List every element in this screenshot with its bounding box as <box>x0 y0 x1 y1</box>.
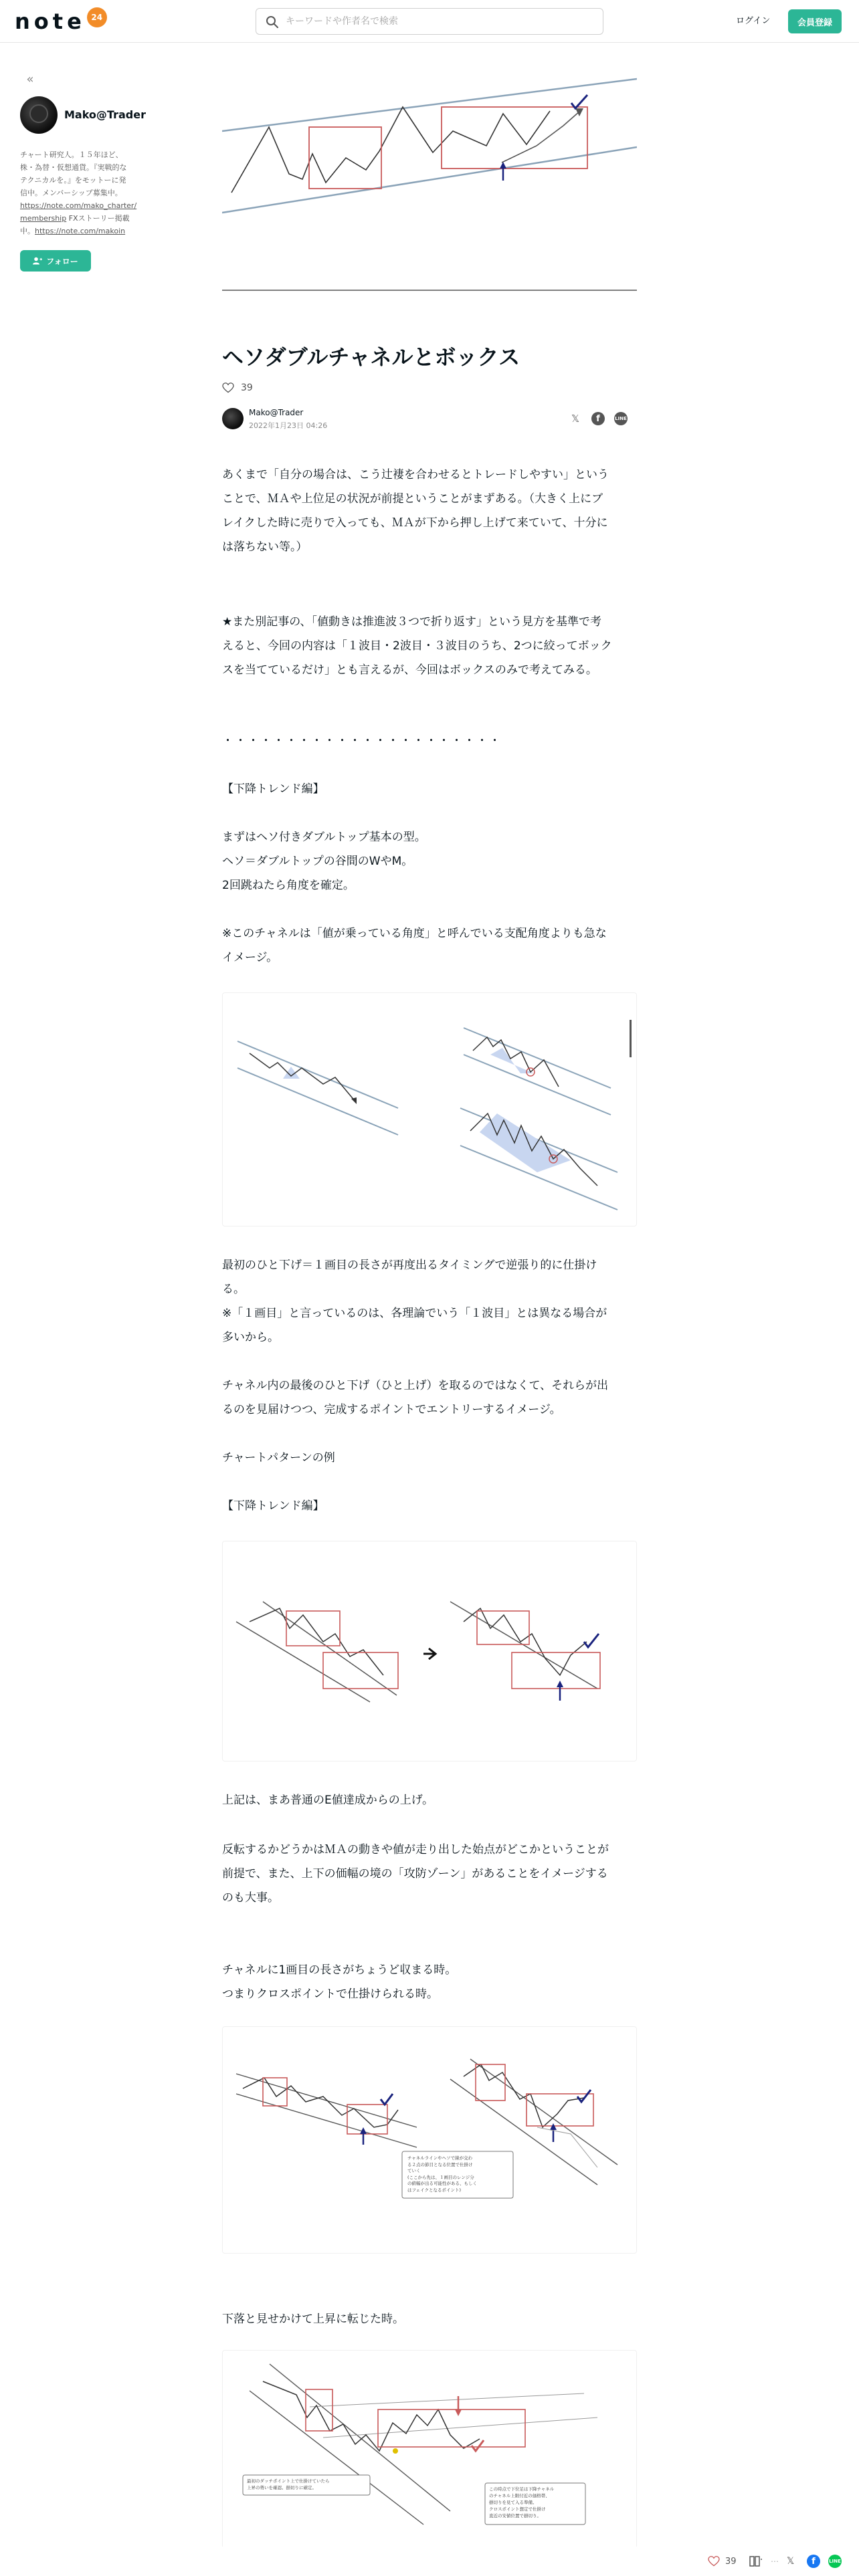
author-name[interactable]: Mako@Trader <box>249 408 304 417</box>
paragraph-5: 最初のひと下げ＝１画目の長さが再度出るタイミングで逆張り的に仕掛け る。 ※「１画目」と言っているのは、各理論でいう「１波目」とは異なる場合が 多いから。 <box>222 1259 607 1344</box>
paragraph-6: チャネル内の最後のひと下げ（ひと上げ）を取るのではなくて、それらが出 るのを見届けつつ、完成するポイントでエントリーするイメージ。 <box>222 1379 609 1416</box>
paragraph-4: ※このチャネルは「値が乗っている角度」と呼んでいる支配角度よりも急な イメージ。 <box>222 927 607 964</box>
paragraph-2: ★また別記事の、「値動きは推進波３つで折り返す」という見方を基準で考 えると、今回の内容は「１波目・2波目・３波目のうち、2つに絞ってボック スを当てているだけ」とも言えるが、今回はボックスのみで考えてみる。 <box>222 615 612 677</box>
heart-icon[interactable] <box>222 383 234 393</box>
publish-date: 2022年1月23日 04:26 <box>249 421 328 430</box>
share-facebook-icon[interactable]: f <box>591 412 605 425</box>
paragraph-8: 上記は、まあ普通のE値達成からの上げ。 <box>222 1794 434 1807</box>
author-avatar[interactable] <box>20 96 58 134</box>
bio-makoin-link[interactable]: https://note.com/makoin <box>35 227 126 235</box>
dot-divider: ・・・・・・・・・・・・・・・・・・・・・・ <box>222 734 502 748</box>
collapse-sidebar-icon[interactable]: « <box>26 72 34 86</box>
section-heading-1: 【下降トレンド編】 <box>222 782 324 796</box>
paragraph-9: 反転するかどうかはＭＡの動きや値が走り出した始点がどこかということが 前提で、また、上下の価幅の境の「攻防ゾーン」があることをイメージする のも大事。 <box>222 1843 609 1905</box>
share-line-icon[interactable]: LINE <box>614 412 628 425</box>
add-user-icon <box>33 257 42 265</box>
like-count: 39 <box>241 383 253 393</box>
hero-chart-image <box>222 72 637 293</box>
bottom-like[interactable] <box>708 2555 737 2568</box>
login-button[interactable]: ログイン <box>729 11 777 32</box>
chart-3-annotation: チャネルラインやヘソで線が交わ る２点の節目となる位置で仕掛け ていく (ここから先は、１画目のレンジ分 の値幅が出る可能性がある、もしく はフェイクとなるポイント) <box>407 2155 477 2193</box>
chart-image-3 <box>222 2026 637 2254</box>
note-logo[interactable] <box>15 8 107 35</box>
author-bio: チャート研究人。１５年ほど、 株・為替・仮想通貨。『実戦的な テクニカルを。』をモットーに発 信中。メンバーシップ募集中。 https://note.com/mako_charter/ membership FXストーリー掲載 中。https://note.com/makoin <box>20 150 137 235</box>
follow-label: フォロー <box>46 256 78 266</box>
author-avatar-small[interactable] <box>222 408 244 429</box>
sidebar-author-name[interactable]: Mako@Trader <box>64 108 146 121</box>
share-x-icon[interactable]: 𝕏 <box>571 413 580 425</box>
chart-image-4 <box>222 2350 637 2559</box>
chart-image-2 <box>222 1541 637 1761</box>
likes-row <box>222 380 253 396</box>
search-icon <box>266 15 279 29</box>
signup-button[interactable]: 会員登録 <box>788 9 842 33</box>
chart-4-annotation-right: この時点で下位足は下降チャネル のチャネル上限付近の価格帯、 損切りを見て入る準備。 クロスポイント想定で仕掛け 直近の安値位置で損切り。 <box>489 2486 555 2518</box>
paragraph-7: チャートパターンの例 <box>222 1451 335 1465</box>
article-title: ヘソダブルチャネルとボックス <box>222 344 520 370</box>
paragraph-11: 下落と見せかけて上昇に転じた時。 <box>222 2313 404 2326</box>
follow-button[interactable] <box>20 250 91 272</box>
bottom-like-count: 39 <box>725 2556 737 2567</box>
bio-membership-link-cont[interactable]: membership <box>20 214 67 223</box>
chart-4-annotation-left: 最初のダッチポイント上で仕掛けていたら 上昇の勢いを確認。損切りに確定。 <box>247 2478 330 2490</box>
logo-anniversary-badge: 24 <box>87 7 107 27</box>
bottom-share-facebook-icon[interactable]: f <box>807 2555 820 2568</box>
paragraph-10: チャネルに1画目の長さがちょうど収まる時。 つまりクロスポイントで仕掛けられる時。 <box>222 1963 457 2001</box>
section-heading-2: 【下降トレンド編】 <box>222 1499 324 1513</box>
site-header <box>0 0 859 43</box>
bottom-action-bar <box>0 2547 859 2576</box>
heart-icon[interactable] <box>708 2556 720 2567</box>
chart-image-1 <box>222 992 637 1226</box>
more-icon[interactable]: ⋯ <box>771 2557 779 2566</box>
search-box[interactable] <box>256 8 603 35</box>
logo-text: note <box>15 9 86 34</box>
paragraph-3: まずはヘソ付きダブルトップ基本の型。 ヘソ＝ダブルトップの谷間のWやM。 2回跳ねたら角度を確定。 <box>222 831 426 892</box>
bio-membership-link[interactable]: https://note.com/mako_charter/ <box>20 201 137 210</box>
bottom-share-line-icon[interactable]: LINE <box>828 2555 842 2568</box>
magazine-icon[interactable] <box>749 2555 763 2568</box>
bottom-share-x-icon[interactable]: 𝕏 <box>787 2556 795 2567</box>
search-input[interactable] <box>286 9 593 34</box>
author-row <box>222 407 637 433</box>
paragraph-1: あくまで「自分の場合は、こう辻褄を合わせるとトレードしやすい」という ことで、ＭＡや上位足の状況が前提ということがまずある。（大きく上にブ レイクした時に売りで入っても、ＭＡが下から押し上げて来ていて、十分に は落ちない等。） <box>222 468 609 554</box>
